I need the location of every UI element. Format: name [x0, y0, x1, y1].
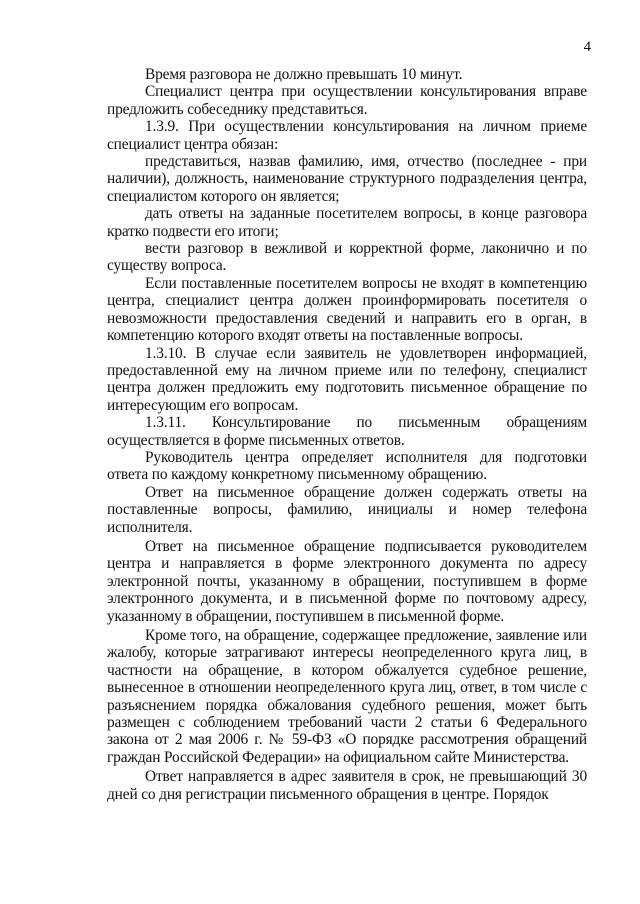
paragraph-11: Ответ на письменное обращение должен содержать ответы на поставленные вопросы, фамилию, инициалы и номер телефона исполнителя.	[107, 483, 587, 536]
paragraph-13: Кроме того, на обращение, содержащее предложение, заявление или жалобу, которые затрагивают интересы неопределенного круга лиц, в частности на обращение, в котором обжалуется судебное решение, вынесенное в отношении неопределенного круга лиц, ответ, в том числе с разъяснением порядка обжалования судебного решения, может быть размещен с соблюдением требований части 2 статьи 6 Федерального закона от 2 мая 2006 г. № 59-ФЗ «О порядке рассмотрения обращений граждан Российской Федерации» на официальном сайте Министерства.	[107, 627, 587, 766]
page-number: 4	[583, 39, 591, 55]
paragraph-3: 1.3.9. При осуществлении консультирования на личном приеме специалист центра обязан:	[107, 118, 587, 153]
document-body	[107, 66, 587, 803]
paragraph-7: Если поставленные посетителем вопросы не входят в компетенцию центра, специалист центра должен проинформировать посетителя о невозможности предоставления сведений и направить его в орган, в компетенцию которого входят ответы на поставленные вопросы.	[107, 274, 587, 345]
paragraph-1: Время разговора не должно превышать 10 минут.	[145, 66, 463, 83]
paragraph-4: представиться, назвав фамилию, имя, отчество (последнее - при наличии), должность, наименование структурного подразделения центра, специалистом которого он является;	[107, 153, 587, 205]
paragraph-10: Руководитель центра определяет исполнителя для подготовки ответа по каждому конкретному письменному обращению.	[107, 448, 587, 484]
paragraph-6: вести разговор в вежливой и корректной форме, лаконично и по существу вопроса.	[107, 240, 587, 275]
paragraph-9: 1.3.11. Консультирование по письменным обращениям осуществляется в форме письменных ответов.	[107, 414, 587, 449]
paragraph-12: Ответ на письменное обращение подписывается руководителем центра и направляется в форме электронного документа по адресу электронной почты, указанному в обращении, поступившем в форме электронного документа, и в письменной форме по почтовому адресу, указанному в обращении, поступившем в письменной форме.	[107, 537, 587, 625]
paragraph-5: дать ответы на заданные посетителем вопросы, в конце разговора кратко подвести его итоги;	[107, 205, 587, 240]
paragraph-2: Специалист центра при осуществлении консультирования вправе предложить собеседнику представиться.	[107, 83, 587, 118]
paragraph-8: 1.3.10. В случае если заявитель не удовлетворен информацией, предоставленной ему на личном приеме или по телефону, специалист центра должен предложить ему подготовить письменное обращение по интересующим его вопросам.	[107, 344, 587, 414]
paragraph-14: Ответ направляется в адрес заявителя в срок, не превышающий 30 дней со дня регистрации письменного обращения в центре. Порядок	[107, 768, 587, 803]
